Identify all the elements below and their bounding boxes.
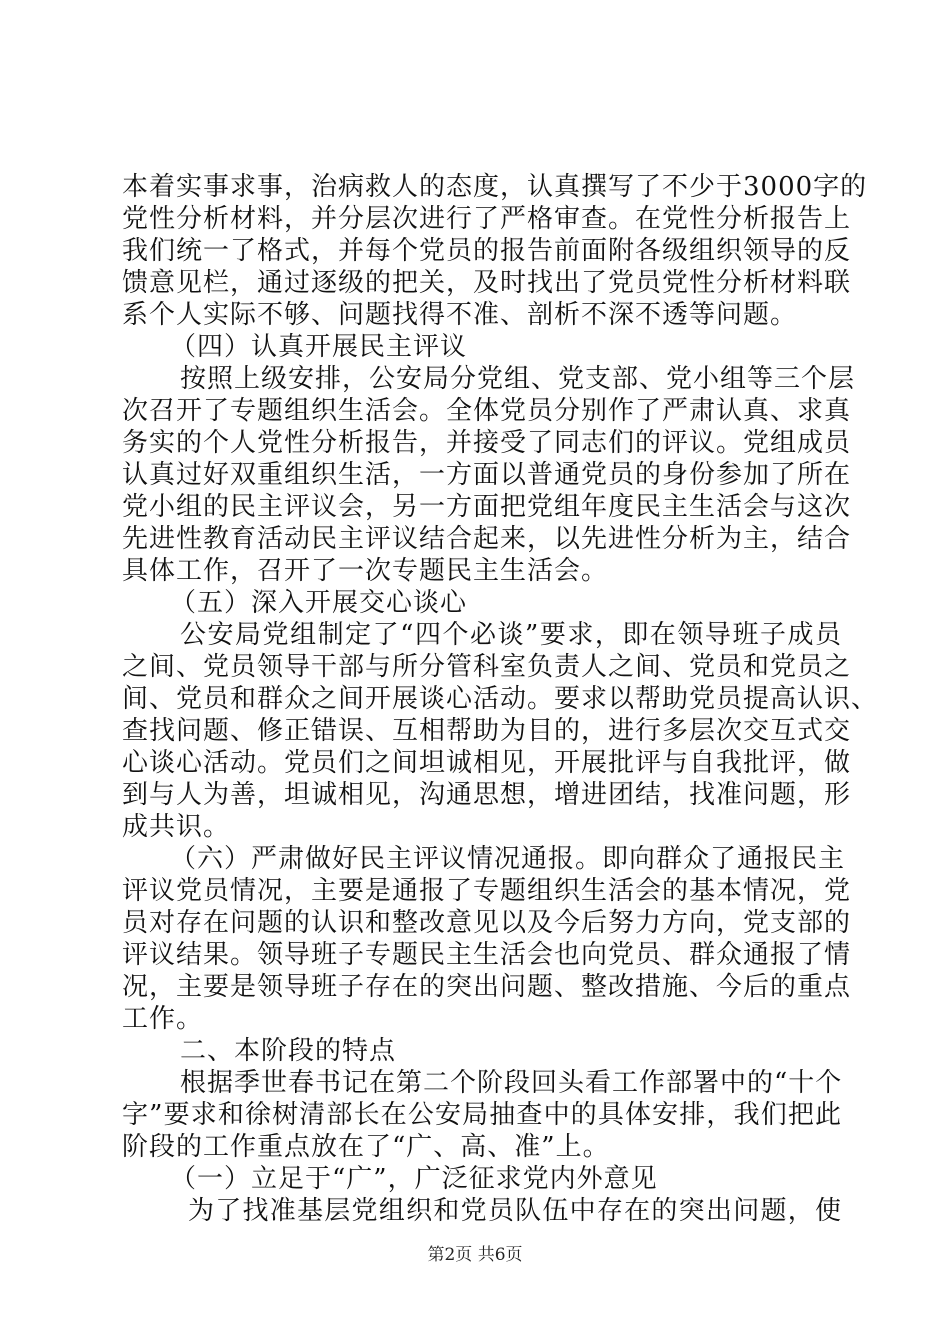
text-line: 根据季世春书记在第二个阶段回头看工作部署中的“十个 (180, 1068, 843, 1098)
text-line: 况，主要是领导班子存在的突出问题、整改措施、今后的重点 (122, 972, 852, 1002)
text-line: 工作。 (122, 1004, 204, 1034)
text-line: 党小组的民主评议会，另一方面把党组年度民主生活会与这次 (122, 492, 852, 522)
text-line: 先进性教育活动民主评议结合起来，以先进性分析为主，结合 (122, 524, 852, 554)
section-heading: （六）严肃做好民主评议情况通报。即向群众了通报民主 (170, 844, 846, 874)
text-line: 我们统一了格式，并每个党员的报告前面附各级组织领导的反 (122, 236, 852, 266)
section-heading: （五）深入开展交心谈心 (170, 588, 468, 618)
text-line: 务实的个人党性分析报告，并接受了同志们的评议。党组成员 (122, 428, 852, 458)
text-line: 系个人实际不够、问题找得不准、剖析不深不透等问题。 (122, 300, 798, 330)
text-line: 具体工作，召开了一次专题民主生活会。 (122, 556, 609, 586)
section-heading: 二、本阶段的特点 (180, 1036, 397, 1066)
text-line: 到与人为善，坦诚相见，沟通思想，增进团结，找准问题，形 (122, 780, 852, 810)
text-line: 为了找准基层党组织和党员队伍中存在的突出问题，使 (188, 1196, 842, 1226)
text-line: 党性分析材料，并分层次进行了严格审查。在党性分析报告上 (122, 204, 852, 234)
section-heading: （四）认真开展民主评议 (170, 332, 468, 362)
text-line: 评议党员情况，主要是通报了专题组织生活会的基本情况，党 (122, 876, 852, 906)
text-line: 阶段的工作重点放在了“广、高、准”上。 (122, 1132, 610, 1162)
text-line: 馈意见栏，通过逐级的把关，及时找出了党员党性分析材料联 (122, 268, 852, 298)
text-line: 公安局党组制定了“四个必谈”要求，即在领导班子成员 (180, 620, 842, 650)
text-line: 字”要求和徐树清部长在公安局抽查中的具体安排，我们把此 (122, 1100, 842, 1130)
text-line: 查找问题、修正错误、互相帮助为目的，进行多层次交互式交 (122, 716, 852, 746)
text-line: 评议结果。领导班子专题民主生活会也向党员、群众通报了情 (122, 940, 852, 970)
text-line: 成共识。 (122, 812, 231, 842)
text-line: 之间、党员领导干部与所分管科室负责人之间、党员和党员之 (122, 652, 852, 682)
text-line: 本着实事求事，治病救人的态度，认真撰写了不少于3000字的 (122, 172, 868, 202)
text-line: 次召开了专题组织生活会。全体党员分别作了严肃认真、求真 (122, 396, 852, 426)
body-text (122, 171, 879, 1227)
text-line: 间、党员和群众之间开展谈心活动。要求以帮助党员提高认识、 (122, 684, 879, 714)
section-heading: （一）立足于“广”，广泛征求党内外意见 (170, 1164, 658, 1194)
text-line: 员对存在问题的认识和整改意见以及今后努力方向，党支部的 (122, 908, 852, 938)
text-line: 认真过好双重组织生活，一方面以普通党员的身份参加了所在 (122, 460, 852, 490)
text-line: 按照上级安排，公安局分党组、党支部、党小组等三个层 (180, 364, 856, 394)
text-line: 心谈心活动。党员们之间坦诚相见，开展批评与自我批评，做 (122, 748, 852, 778)
page-footer: 第2页 共6页 (427, 1245, 523, 1265)
